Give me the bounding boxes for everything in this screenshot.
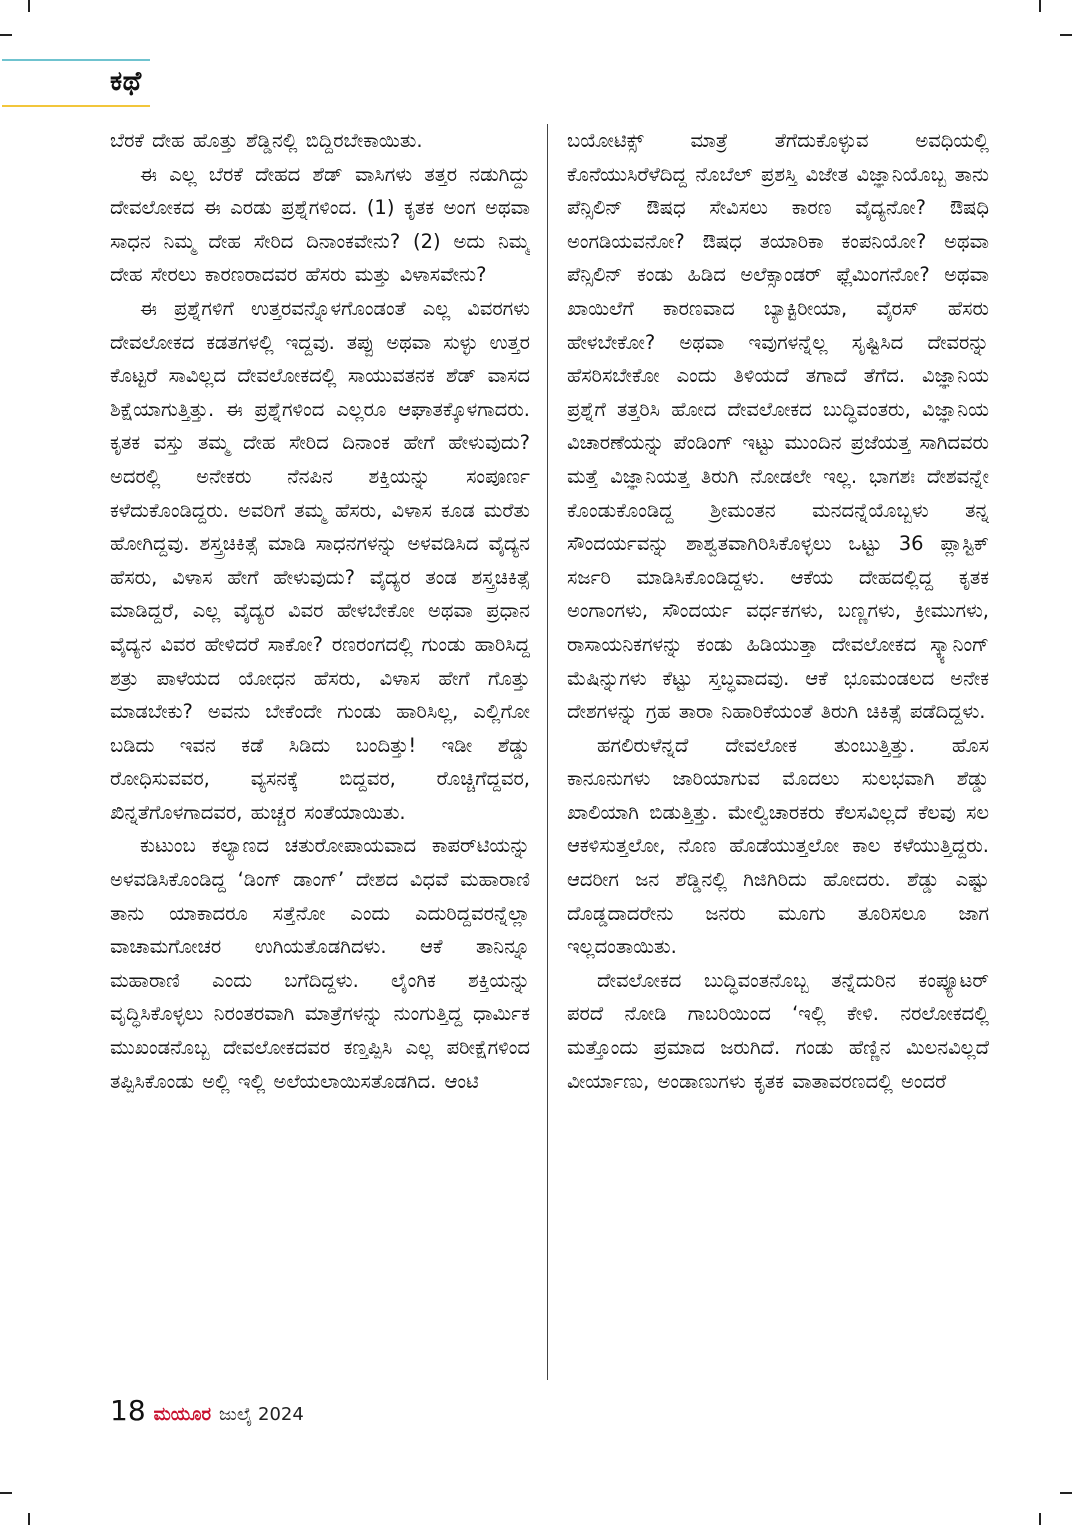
crop-mark <box>28 0 30 12</box>
crop-mark <box>1060 1492 1072 1494</box>
page-footer <box>110 1394 304 1430</box>
article-column-left <box>110 124 530 1380</box>
article-paragraph: ಈ ಎಲ್ಲ ಬೆರಕೆ ದೇಹದ ಶೆಡ್ ವಾಸಿಗಳು ತತ್ತರ ನಡುಗಿದ್ದು ದೇವಲೋಕದ ಈ ಎರಡು ಪ್ರಶ್ನೆಗಳಿಂದ. (1) ಕೃತಕ ಅಂಗ ಅಥವಾ ಸಾಧನ ನಿಮ್ಮ ದೇಹ ಸೇರಿದ ದಿನಾಂಕವೇನು? (2) ಅದು ನಿಮ್ಮ ದೇಹ ಸೇರಲು ಕಾರಣರಾದವರ ಹೆಸರು ಮತ್ತು ವಿಳಾಸವೇನು? <box>110 162 530 287</box>
crop-mark <box>1039 1513 1041 1525</box>
article-paragraph: ಬಯೋಟಿಕ್ಸ್ ಮಾತ್ರೆ ತೆಗೆದುಕೊಳ್ಳುವ ಅವಧಿಯಲ್ಲಿ ಕೊನೆಯುಸಿರೆಳೆದಿದ್ದ ನೊಬೆಲ್ ಪ್ರಶಸ್ತಿ ವಿಜೇತ ವಿಜ್ಞಾನಿಯೊಬ್ಬ ತಾನು ಪೆನ್ಸಿಲಿನ್ ಔಷಧ ಸೇವಿಸಲು ಕಾರಣ ವೈದ್ಯನೋ? ಔಷಧಿ ಅಂಗಡಿಯವನೋ? ಔಷಧ ತಯಾರಿಕಾ ಕಂಪನಿಯೋ? ಅಥವಾ ಪೆನ್ಸಿಲಿನ್ ಕಂಡು ಹಿಡಿದ ಅಲೆಕ್ಸಾಂಡರ್ ಫ್ಲೆಮಿಂಗನೋ? ಅಥವಾ ಖಾಯಿಲೆಗೆ ಕಾರಣವಾದ ಬ್ಯಾಕ್ಟಿರೀಯಾ, ವೈರಸ್ ಹೆಸರು ಹೇಳಬೇಕೋ? ಅಥವಾ ಇವುಗಳನ್ನೆಲ್ಲ ಸೃಷ್ಟಿಸಿದ ದೇವರನ್ನು ಹೆಸರಿಸಬೇಕೋ ಎಂದು ತಿಳಿಯದೆ ತಗಾದೆ ತೆಗೆದ. ವಿಜ್ಞಾನಿಯ ಪ್ರಶ್ನೆಗೆ ತತ್ತರಿಸಿ ಹೋದ ದೇವಲೋಕದ ಬುದ್ಧಿವಂತರು, ವಿಜ್ಞಾನಿಯ ವಿಚಾರಣೆಯನ್ನು ಪೆಂಡಿಂಗ್ ಇಟ್ಟು ಮುಂದಿನ ಪ್ರಜೆಯತ್ತ ಸಾಗಿದವರು ಮತ್ತೆ ವಿಜ್ಞಾನಿಯತ್ತ ತಿರುಗಿ ನೋಡಲೇ ಇಲ್ಲ. ಭಾಗಶಃ ದೇಶವನ್ನೇ ಕೊಂಡುಕೊಂಡಿದ್ದ ಶ್ರೀಮಂತನ ಮನದನ್ನೆಯೊಬ್ಬಳು ತನ್ನ ಸೌಂದರ್ಯವನ್ನು ಶಾಶ್ವತವಾಗಿರಿಸಿಕೊಳ್ಳಲು ಒಟ್ಟು 36 ಪ್ಲಾಸ್ಟಿಕ್ ಸರ್ಜರಿ ಮಾಡಿಸಿಕೊಂಡಿದ್ದಳು. ಆಕೆಯ ದೇಹದಲ್ಲಿದ್ದ ಕೃತಕ ಅಂಗಾಂಗಳು, ಸೌಂದರ್ಯ ವರ್ಧಕಗಳು, ಬಣ್ಣಗಳು, ಕ್ರೀಮುಗಳು, ರಾಸಾಯನಿಕಗಳನ್ನು ಕಂಡು ಹಿಡಿಯುತ್ತಾ ದೇವಲೋಕದ ಸ್ಕ್ಯಾನಿಂಗ್ ಮೆಷಿನ್ನುಗಳು ಕೆಟ್ಟು ಸ್ತಬ್ಧವಾದವು. ಆಕೆ ಭೂಮಂಡಲದ ಅನೇಕ ದೇಶಗಳನ್ನು ಗ್ರಹ ತಾರಾ ನಿಹಾರಿಕೆಯಂತೆ ತಿರುಗಿ ಚಿಕಿತ್ಸೆ ಪಡೆದಿದ್ದಳು. <box>567 129 989 724</box>
crop-mark <box>0 34 12 36</box>
article-paragraph: ದೇವಲೋಕದ ಬುದ್ಧಿವಂತನೊಬ್ಬ ತನ್ನೆದುರಿನ ಕಂಪ್ಯೂಟರ್ ಪರದೆ ನೋಡಿ ಗಾಬರಿಯಿಂದ ‘ಇಲ್ಲಿ ಕೇಳಿ. ನರಲೋಕದಲ್ಲಿ ಮತ್ತೊಂದು ಪ್ರಮಾದ ಜರುಗಿದೆ. ಗಂಡು ಹೆಣ್ಣಿನ ಮಿಲನವಿಲ್ಲದೆ ವೀರ್ಯಾಣು, ಅಂಡಾಣುಗಳು ಕೃತಕ ವಾತಾವರಣದಲ್ಲಿ ಅಂದರೆ <box>567 968 989 1093</box>
article-paragraph: ಈ ಪ್ರಶ್ನೆಗಳಿಗೆ ಉತ್ತರವನ್ನೊಳಗೊಂಡಂತೆ ಎಲ್ಲ ವಿವರಗಳು ದೇವಲೋಕದ ಕಡತಗಳಲ್ಲಿ ಇದ್ದವು. ತಪ್ಪು ಅಥವಾ ಸುಳ್ಳು ಉತ್ತರ ಕೊಟ್ಟರೆ ಸಾವಿಲ್ಲದ ದೇವಲೋಕದಲ್ಲಿ ಸಾಯುವತನಕ ಶೆಡ್ ವಾಸದ ಶಿಕ್ಷೆಯಾಗುತ್ತಿತ್ತು. ಈ ಪ್ರಶ್ನೆಗಳಿಂದ ಎಲ್ಲರೂ ಆಘಾತಕ್ಕೊಳಗಾದರು. ಕೃತಕ ವಸ್ತು ತಮ್ಮ ದೇಹ ಸೇರಿದ ದಿನಾಂಕ ಹೇಗೆ ಹೇಳುವುದು? ಅದರಲ್ಲಿ ಅನೇಕರು ನೆನಪಿನ ಶಕ್ತಿಯನ್ನು ಸಂಪೂರ್ಣ ಕಳೆದುಕೊಂಡಿದ್ದರು. ಅವರಿಗೆ ತಮ್ಮ ಹೆಸರು, ವಿಳಾಸ ಕೂಡ ಮರೆತು ಹೋಗಿದ್ದವು. ಶಸ್ತ್ರಚಿಕಿತ್ಸೆ ಮಾಡಿ ಸಾಧನಗಳನ್ನು ಅಳವಡಿಸಿದ ವೈದ್ಯನ ಹೆಸರು, ವಿಳಾಸ ಹೇಗೆ ಹೇಳುವುದು? ವೈದ್ಯರ ತಂಡ ಶಸ್ತ್ರಚಿಕಿತ್ಸೆ ಮಾಡಿದ್ದರೆ, ಎಲ್ಲ ವೈದ್ಯರ ವಿವರ ಹೇಳಬೇಕೋ ಅಥವಾ ಪ್ರಧಾನ ವೈದ್ಯನ ವಿವರ ಹೇಳಿದರೆ ಸಾಕೋ? ರಣರಂಗದಲ್ಲಿ ಗುಂಡು ಹಾರಿಸಿದ್ದ ಶತ್ರು ಪಾಳೆಯದ ಯೋಧನ ಹೆಸರು, ವಿಳಾಸ ಹೇಗೆ ಗೊತ್ತು ಮಾಡಬೇಕು? ಅವನು ಬೇಕೆಂದೇ ಗುಂಡು ಹಾರಿಸಿಲ್ಲ, ಎಲ್ಲಿಗೋ ಬಡಿದು ಇವನ ಕಡೆ ಸಿಡಿದು ಬಂದಿತ್ತು! ಇಡೀ ಶೆಡ್ಡು ರೋಧಿಸುವವರ, ವ್ಯಸನಕ್ಕೆ ಬಿದ್ದವರ, ರೊಚ್ಚಿಗೆದ್ದವರ, ಖಿನ್ನತೆಗೊಳಗಾದವರ, ಹುಚ್ಚರ ಸಂತೆಯಾಯಿತು. <box>110 296 530 824</box>
article-column-right <box>567 124 989 1380</box>
section-header-bottom-rule <box>2 105 150 107</box>
section-header-top-rule <box>2 59 150 61</box>
article-paragraph: ಕುಟುಂಬ ಕಲ್ಯಾಣದ ಚತುರೋಪಾಯವಾದ ಕಾಪರ್‌ಟಿಯನ್ನು ಅಳವಡಿಸಿಕೊಂಡಿದ್ದ ‘ಡಿಂಗ್ ಡಾಂಗ್’ ದೇಶದ ವಿಧವೆ ಮಹಾರಾಣಿ ತಾನು ಯಾಕಾದರೂ ಸತ್ತೆನೋ ಎಂದು ಎದುರಿದ್ದವರನ್ನೆಲ್ಲಾ ವಾಚಾಮಗೋಚರ ಉಗಿಯತೊಡಗಿದಳು. ಆಕೆ ತಾನಿನ್ನೂ ಮಹಾರಾಣಿ ಎಂದು ಬಗೆದಿದ್ದಳು. ಲೈಂಗಿಕ ಶಕ್ತಿಯನ್ನು ವೃದ್ಧಿಸಿಕೊಳ್ಳಲು ನಿರಂತರವಾಗಿ ಮಾತ್ರೆಗಳನ್ನು ನುಂಗುತ್ತಿದ್ದ ಧಾರ್ಮಿಕ ಮುಖಂಡನೊಬ್ಬ ದೇವಲೋಕದವರ ಕಣ್ತಪ್ಪಿಸಿ ಎಲ್ಲ ಪರೀಕ್ಷೆಗಳಿಂದ ತಪ್ಪಿಸಿಕೊಂಡು ಅಲ್ಲಿ ಇಲ್ಲಿ ಅಲೆಯಲಾಯಿಸತೊಡಗಿದ. ಆಂಟಿ <box>110 834 530 1093</box>
crop-mark <box>28 1513 30 1525</box>
crop-mark <box>0 1492 12 1494</box>
section-label: ಕಥೆ <box>110 66 142 97</box>
crop-mark <box>1039 0 1041 12</box>
magazine-logo: ಮಯೂರ <box>153 1404 212 1425</box>
page-number: 18 <box>110 1394 146 1427</box>
issue-date: ಜುಲೈ 2024 <box>219 1404 304 1425</box>
crop-mark <box>1060 34 1072 36</box>
article-paragraph: ಬೆರಕೆ ದೇಹ ಹೊತ್ತು ಶೆಡ್ಡಿನಲ್ಲಿ ಬಿದ್ದಿರಬೇಕಾಯಿತು. <box>110 129 423 152</box>
column-divider <box>547 124 548 1380</box>
article-paragraph: ಹಗಲಿರುಳೆನ್ನದೆ ದೇವಲೋಕ ತುಂಬುತ್ತಿತ್ತು. ಹೊಸ ಕಾನೂನುಗಳು ಜಾರಿಯಾಗುವ ಮೊದಲು ಸುಲಭವಾಗಿ ಶೆಡ್ಡು ಖಾಲಿಯಾಗಿ ಬಿಡುತ್ತಿತ್ತು. ಮೇಲ್ವಿಚಾರಕರು ಕೆಲಸವಿಲ್ಲದೆ ಕೆಲವು ಸಲ ಆಕಳಿಸುತ್ತಲೋ, ನೊಣ ಹೊಡೆಯುತ್ತಲೋ ಕಾಲ ಕಳೆಯುತ್ತಿದ್ದರು. ಆದರೀಗ ಜನ ಶೆಡ್ಡಿನಲ್ಲಿ ಗಿಜಿಗಿರಿದು ಹೋದರು. ಶೆಡ್ಡು ಎಷ್ಟು ದೊಡ್ಡದಾದರೇನು ಜನರು ಮೂಗು ತೂರಿಸಲೂ ಜಾಗ ಇಲ್ಲದಂತಾಯಿತು. <box>567 733 989 959</box>
